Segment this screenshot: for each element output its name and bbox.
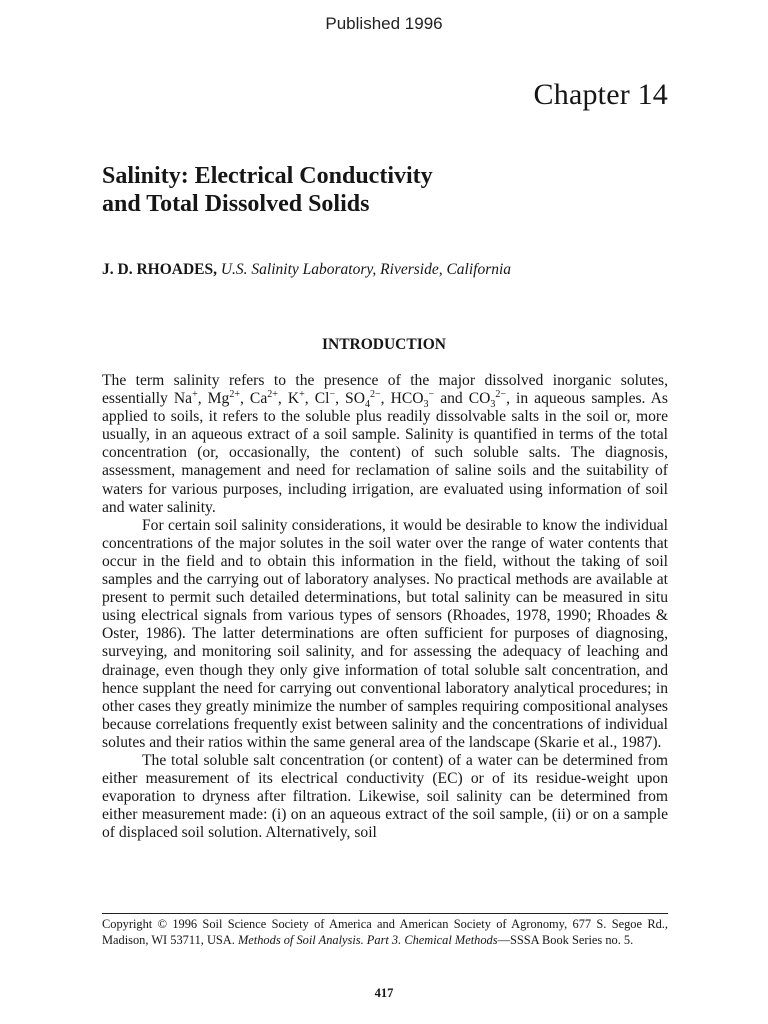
copyright-notice <box>102 917 668 948</box>
chapter-title-line-1: Salinity: Electrical Conductivity <box>102 163 433 189</box>
paragraph-1-intro: The term salinity refers to the presence of the major dissolved inorganic solutes, essentially <box>102 372 668 408</box>
section-heading: INTRODUCTION <box>321 336 446 353</box>
ion-sulfate: $SO_4^{2-}$, <box>345 388 385 411</box>
chapter-title-line-2: and Total Dissolved Solids <box>102 191 370 217</box>
copyright-main: Copyright © 1996 Soil Science Society of America and American Society of Agronomy, 677 S. Segoe Rd., Madison, WI 53711, USA. <box>102 917 668 947</box>
ion-carbonate: $CO_3^{2-}$ <box>468 388 507 411</box>
ion-sodium: Na+, <box>173 388 202 408</box>
author-name: J. D. RHOADES, <box>102 261 217 278</box>
paragraph-3: The total soluble salt concentration (or content) of a water can be determined from either measurement of its electrical conductivity (EC) or of its residue-weight upon evaporation to dryness after filtration. Likewise, soil salinity can be determined from either measurement made: (i) on an aqueous extract of the soil sample, (ii) or on a sample of displaced soil solution. Alternatively, soil <box>102 751 668 842</box>
paragraph-1 <box>102 372 668 517</box>
footnote-divider <box>102 913 668 914</box>
copyright-series: —SSSA Book Series no. 5. <box>497 932 634 947</box>
ion-potassium: K+, <box>287 388 309 408</box>
ion-bicarbonate: $HCO_3^-$ <box>390 388 435 411</box>
body-text <box>102 372 668 842</box>
paragraph-1-rest: , in aqueous samples. As applied to soils, it refers to the soluble plus readily dissolvable salts in the soil or, more usually, in an aqueous extract of a soil sample. Salinity is quantified in terms of the total concentration (or, occasionally, the content) of such soluble salts. The diagnosis, assessment, management and need for reclamation of saline soils and the suitability of waters for various purposes, including irrigation, are evaluated using information of soil and water salinity. <box>102 390 668 516</box>
page-number: 417 <box>374 986 394 1000</box>
author-line <box>102 261 511 279</box>
ion-chloride: Cl−, <box>314 388 339 408</box>
published-header: Published 1996 <box>325 14 443 33</box>
author-affiliation: U.S. Salinity Laboratory, Riverside, California <box>220 261 512 278</box>
ion-conjunction: and <box>440 390 463 408</box>
ion-calcium: $Ca^{2+}$, <box>249 388 282 408</box>
chapter-title <box>102 162 662 218</box>
copyright-book-title: Methods of Soil Analysis. Part 3. Chemical Methods <box>237 932 498 947</box>
chapter-label: Chapter 14 <box>533 78 668 111</box>
ion-magnesium: $Mg^{2+}$, <box>207 388 244 408</box>
paragraph-2: For certain soil salinity considerations, it would be desirable to know the individual concentrations of the major solutes in the soil water over the range of water contents that occur in the field and to obtain this information in the field, without the taking of soil samples and the carrying out of laboratory analyses. No practical methods are available at present to permit such detailed determinations, but total salinity can be measured in situ using electrical signals from various types of sensors (Rhoades, 1978, 1990; Rhoades & Oster, 1986). The latter determinations are often sufficient for purposes of diagnosing, surveying, and monitoring soil salinity, and for assessing the adequacy of leaching and drainage, even though they only give information of total soluble salt concentration, and hence supplant the need for carrying out conventional laboratory analytical procedures; in other cases they greatly minimize the number of samples requiring compositional analyses because correlations frequently exist between salinity and the concentrations of individual solutes and their ratios within the same general area of the landscape (Skarie et al., 1987). <box>102 516 668 751</box>
